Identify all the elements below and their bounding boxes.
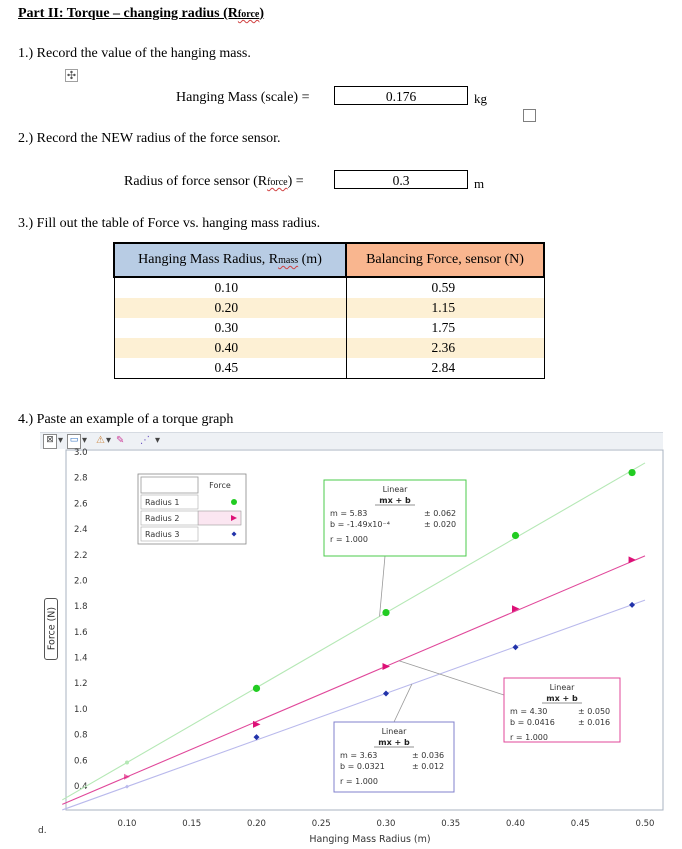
y-axis-label-text: Force (N) — [46, 606, 58, 651]
col-header-radius-text: Hanging Mass Radius, R — [138, 252, 279, 267]
table-cell-radius[interactable]: 0.45 — [114, 358, 346, 379]
table-cell-force[interactable]: 2.84 — [346, 358, 544, 379]
table-cell-force[interactable]: 1.75 — [346, 318, 544, 338]
legend-entry-label: Radius 2 — [145, 514, 180, 523]
force-radius-field[interactable]: 0.3 — [334, 170, 468, 189]
col-header-radius-unit: (m) — [298, 252, 322, 267]
annotate-icon[interactable]: ✎ — [116, 435, 125, 446]
table-cell-radius[interactable]: 0.10 — [114, 277, 346, 298]
x-tick-label: 0.50 — [635, 819, 655, 829]
col-header-radius-subscript: mass — [278, 255, 299, 266]
part-heading-close: ) — [259, 6, 265, 21]
y-tick-label: 2.0 — [74, 576, 88, 587]
legend[interactable] — [138, 474, 246, 544]
legend-title: Force — [209, 481, 231, 490]
table-cell-radius[interactable]: 0.40 — [114, 338, 346, 358]
question-3: 3.) Fill out the table of Force vs. hanging mass radius. — [18, 216, 321, 231]
y-tick-label: 2.8 — [74, 473, 88, 484]
page-marker: d. — [38, 826, 47, 836]
y-tick-label: 2.4 — [74, 525, 88, 536]
y-tick-label: 1.6 — [74, 627, 88, 638]
part-heading-text: Part II: Torque – changing radius (R — [18, 6, 238, 21]
y-tick-label: 0.6 — [74, 756, 88, 767]
fit-point — [125, 761, 129, 765]
y-tick-label: 0.4 — [74, 782, 88, 792]
col-header-force: Balancing Force, sensor (N) — [346, 243, 544, 277]
table-cell-radius[interactable]: 0.20 — [114, 298, 346, 318]
y-tick-label: 1.8 — [74, 602, 88, 613]
legend-marker-circle — [231, 499, 237, 505]
x-tick-label: 0.35 — [441, 819, 461, 829]
fit-title: Linear — [549, 683, 575, 692]
graph-type-icon[interactable]: ⊠ — [43, 434, 57, 449]
question-4: 4.) Paste an example of a torque graph — [18, 412, 234, 427]
y-tick-label: 2.6 — [74, 499, 88, 510]
fit-equation: mx + b — [546, 694, 578, 703]
legend-entry-label: Radius 3 — [145, 530, 180, 539]
data-point-circle — [628, 469, 635, 476]
fit-slope-error: ± 0.036 — [412, 751, 445, 760]
dropdown-arrow-icon[interactable]: ▾ — [82, 435, 88, 446]
x-tick-label: 0.20 — [247, 819, 266, 829]
axis-options-icon[interactable]: ▭ — [67, 434, 81, 449]
legend-title-blank — [141, 477, 198, 493]
table-cell-force[interactable]: 1.15 — [346, 298, 544, 318]
fit-intercept: b = 0.0321 — [340, 762, 385, 771]
hanging-mass-unit: kg — [474, 91, 487, 106]
fit-equation: mx + b — [379, 496, 411, 505]
question-1: 1.) Record the value of the hanging mass. — [18, 46, 251, 61]
force-radius-label-close: ) = — [287, 174, 304, 189]
fit-intercept: b = -1.49x10⁻⁴ — [330, 520, 390, 529]
fit-intercept-error: ± 0.016 — [578, 718, 611, 727]
y-tick-label: 3.0 — [74, 448, 88, 458]
legend-entry-label: Radius 1 — [145, 498, 180, 507]
fit-title: Linear — [382, 485, 408, 494]
y-tick-label: 2.2 — [74, 550, 88, 561]
fit-slope: m = 4.30 — [510, 707, 548, 716]
hanging-mass-label: Hanging Mass (scale) = — [176, 90, 310, 105]
y-tick-label: 1.0 — [74, 704, 88, 715]
fit-intercept-error: ± 0.012 — [412, 762, 445, 771]
x-tick-label: 0.10 — [117, 819, 137, 829]
fit-slope-error: ± 0.050 — [578, 707, 611, 716]
curve-fit-icon[interactable]: ⋰ — [140, 435, 150, 446]
fit-correlation: r = 1.000 — [510, 733, 548, 742]
y-tick-label: 0.8 — [74, 730, 88, 741]
force-radius-subscript: force — [267, 177, 288, 188]
fit-intercept: b = 0.0416 — [510, 718, 555, 727]
data-point-circle — [382, 609, 389, 616]
data-point-circle — [512, 532, 519, 539]
table-cell-radius[interactable]: 0.30 — [114, 318, 346, 338]
x-tick-label: 0.15 — [182, 819, 202, 829]
dropdown-arrow-icon[interactable]: ▾ — [155, 435, 161, 446]
fit-correlation: r = 1.000 — [330, 535, 368, 544]
fit-correlation: r = 1.000 — [340, 777, 378, 786]
y-tick-label: 1.2 — [74, 679, 88, 690]
move-handle-icon[interactable]: ✣ — [66, 69, 77, 82]
fit-slope: m = 3.63 — [340, 751, 378, 760]
table-cell-force[interactable]: 2.36 — [346, 338, 544, 358]
fit-intercept-error: ± 0.020 — [424, 520, 457, 529]
dropdown-arrow-icon[interactable]: ▾ — [106, 435, 112, 446]
question-2: 2.) Record the NEW radius of the force sensor. — [18, 131, 281, 146]
data-point-circle — [253, 685, 260, 692]
force-radius-unit: m — [474, 176, 485, 191]
fit-slope-error: ± 0.062 — [424, 509, 457, 518]
fit-slope: m = 5.83 — [330, 509, 368, 518]
x-tick-label: 0.40 — [506, 819, 525, 829]
table-cell-force[interactable]: 0.59 — [346, 277, 544, 298]
fit-equation: mx + b — [378, 738, 410, 747]
force-radius-label-text: Radius of force sensor (R — [124, 174, 268, 189]
part-heading-subscript: force — [237, 9, 260, 20]
x-axis-label: Hanging Mass Radius (m) — [309, 834, 431, 845]
x-tick-label: 0.30 — [376, 819, 396, 829]
y-tick-label: 1.4 — [74, 653, 88, 664]
x-tick-label: 0.45 — [570, 819, 590, 829]
fit-title: Linear — [381, 727, 407, 736]
tools-icon[interactable]: ⚠ — [96, 435, 105, 446]
x-tick-label: 0.25 — [311, 819, 331, 829]
hanging-mass-field[interactable]: 0.176 — [334, 86, 468, 105]
dropdown-arrow-icon[interactable]: ▾ — [58, 435, 64, 446]
